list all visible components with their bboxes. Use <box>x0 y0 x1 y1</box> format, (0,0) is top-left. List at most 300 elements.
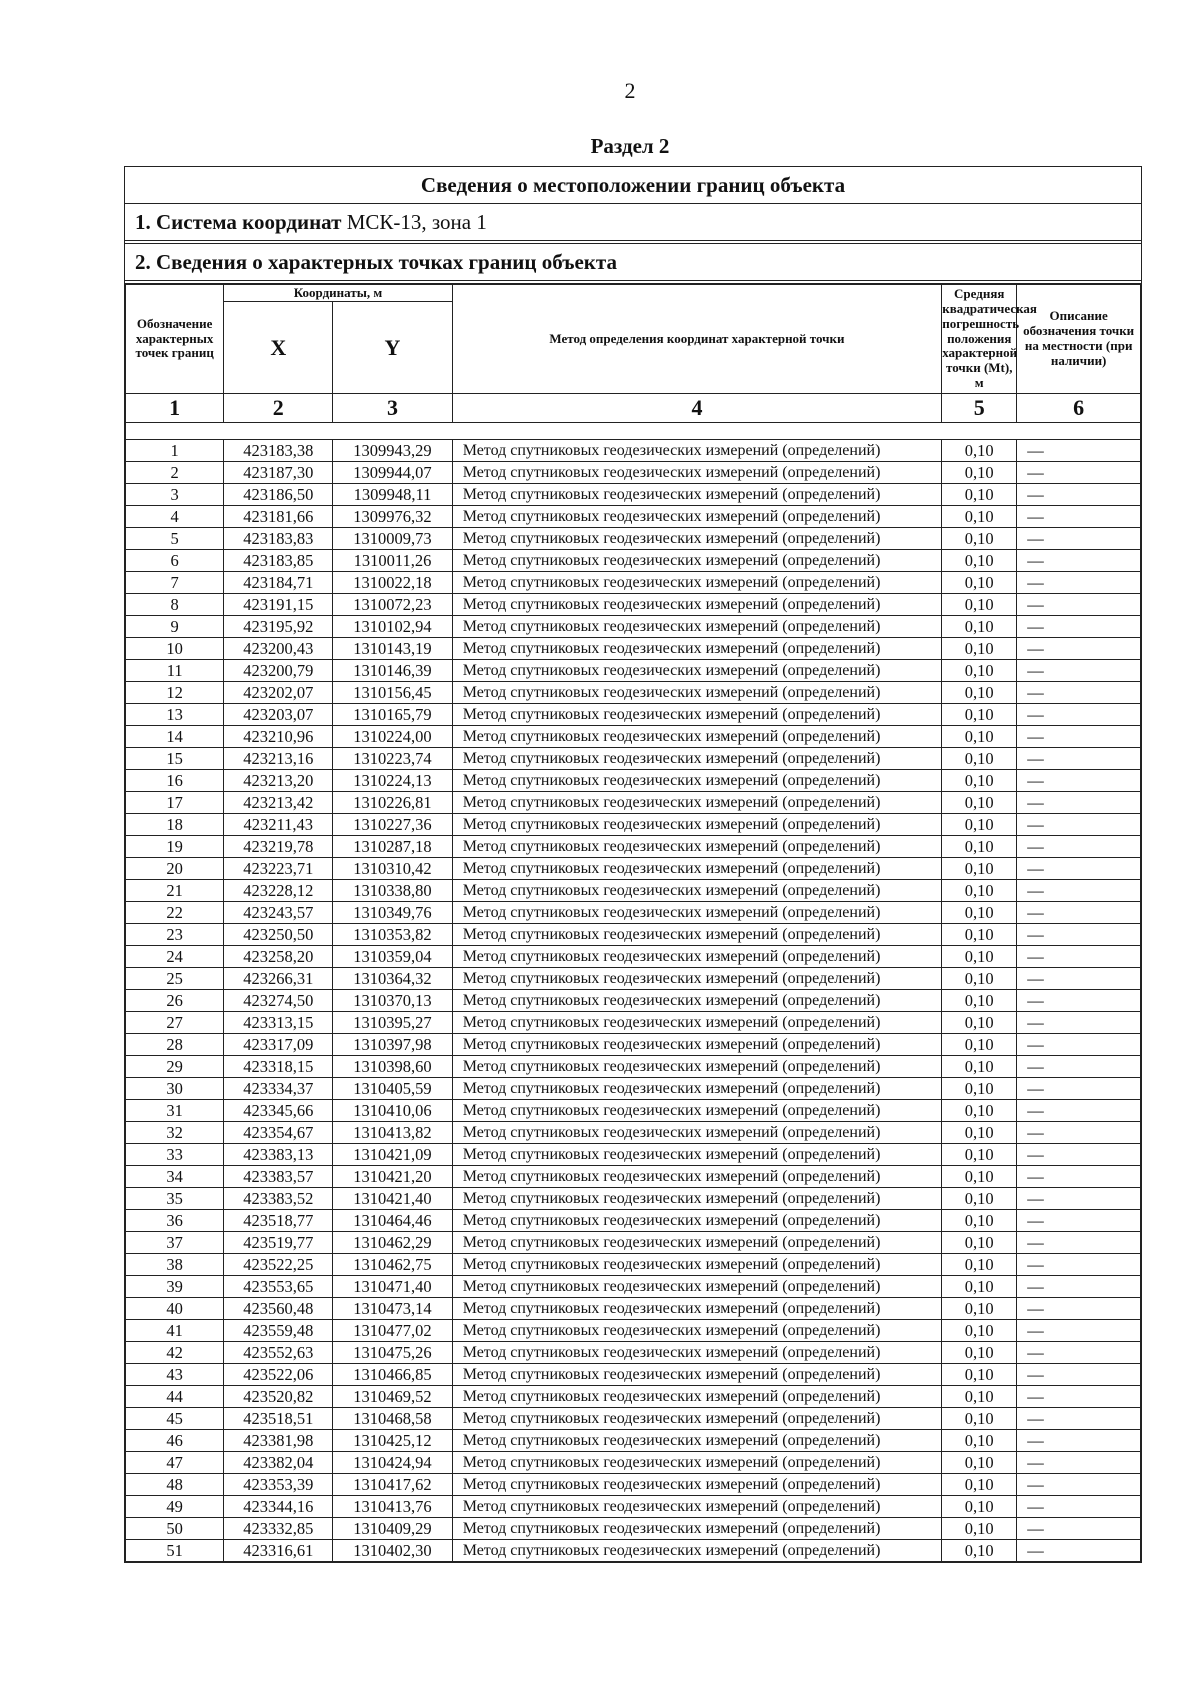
accuracy-cell: 0,10 <box>942 1452 1017 1474</box>
point-number-cell: 6 <box>126 550 224 572</box>
description-cell: — <box>1017 1408 1141 1430</box>
accuracy-cell: 0,10 <box>942 1122 1017 1144</box>
y-coordinate-cell: 1310466,85 <box>333 1364 452 1386</box>
method-cell: Метод спутниковых геодезических измерений (определений) <box>452 1254 942 1276</box>
table-row <box>126 1166 1141 1188</box>
description-cell: — <box>1017 616 1141 638</box>
description-cell: — <box>1017 858 1141 880</box>
point-number-cell: 1 <box>126 440 224 462</box>
point-number-cell: 18 <box>126 814 224 836</box>
description-cell: — <box>1017 1144 1141 1166</box>
y-coordinate-cell: 1309976,32 <box>333 506 452 528</box>
x-coordinate-cell: 423186,50 <box>224 484 333 506</box>
method-cell: Метод спутниковых геодезических измерений (определений) <box>452 616 942 638</box>
table-row <box>126 1056 1141 1078</box>
table-row <box>126 1188 1141 1210</box>
table-row <box>126 572 1141 594</box>
x-coordinate-cell: 423332,85 <box>224 1518 333 1540</box>
point-number-cell: 28 <box>126 1034 224 1056</box>
y-coordinate-cell: 1310397,98 <box>333 1034 452 1056</box>
method-cell: Метод спутниковых геодезических измерений (определений) <box>452 1166 942 1188</box>
method-cell: Метод спутниковых геодезических измерений (определений) <box>452 1012 942 1034</box>
y-coordinate-cell: 1310226,81 <box>333 792 452 814</box>
point-number-cell: 12 <box>126 682 224 704</box>
accuracy-cell: 0,10 <box>942 1364 1017 1386</box>
table-row <box>126 484 1141 506</box>
x-coordinate-cell: 423383,13 <box>224 1144 333 1166</box>
main-title: Сведения о местоположении границ объекта <box>125 167 1141 204</box>
y-coordinate-cell: 1310424,94 <box>333 1452 452 1474</box>
method-cell: Метод спутниковых геодезических измерений (определений) <box>452 1210 942 1232</box>
y-coordinate-cell: 1310165,79 <box>333 704 452 726</box>
table-row <box>126 550 1141 572</box>
description-cell: — <box>1017 1430 1141 1452</box>
method-cell: Метод спутниковых геодезических измерений (определений) <box>452 792 942 814</box>
method-cell: Метод спутниковых геодезических измерений (определений) <box>452 1408 942 1430</box>
x-coordinate-cell: 423560,48 <box>224 1298 333 1320</box>
page-number: 2 <box>624 78 636 103</box>
point-number-cell: 22 <box>126 902 224 924</box>
table-row <box>126 1232 1141 1254</box>
y-coordinate-cell: 1310421,20 <box>333 1166 452 1188</box>
point-number-cell: 7 <box>126 572 224 594</box>
point-number-cell: 50 <box>126 1518 224 1540</box>
accuracy-cell: 0,10 <box>942 704 1017 726</box>
x-coordinate-cell: 423518,51 <box>224 1408 333 1430</box>
method-cell: Метод спутниковых геодезических измерений (определений) <box>452 1100 942 1122</box>
coord-system-value: МСК-13, зона 1 <box>346 210 487 234</box>
x-coordinate-cell: 423219,78 <box>224 836 333 858</box>
method-cell: Метод спутниковых геодезических измерений (определений) <box>452 858 942 880</box>
description-cell: — <box>1017 748 1141 770</box>
description-cell: — <box>1017 1496 1141 1518</box>
point-number-cell: 25 <box>126 968 224 990</box>
description-cell: — <box>1017 550 1141 572</box>
method-cell: Метод спутниковых геодезических измерений (определений) <box>452 572 942 594</box>
method-cell: Метод спутниковых геодезических измерений (определений) <box>452 836 942 858</box>
accuracy-cell: 0,10 <box>942 792 1017 814</box>
point-number-cell: 5 <box>126 528 224 550</box>
accuracy-cell: 0,10 <box>942 1188 1017 1210</box>
x-coordinate-cell: 423228,12 <box>224 880 333 902</box>
method-cell: Метод спутниковых геодезических измерений (определений) <box>452 638 942 660</box>
table-row <box>126 1452 1141 1474</box>
y-coordinate-cell: 1310287,18 <box>333 836 452 858</box>
y-coordinate-cell: 1310156,45 <box>333 682 452 704</box>
accuracy-cell: 0,10 <box>942 1408 1017 1430</box>
description-cell: — <box>1017 836 1141 858</box>
y-coordinate-cell: 1310143,19 <box>333 638 452 660</box>
table-row <box>126 1364 1141 1386</box>
x-coordinate-cell: 423243,57 <box>224 902 333 924</box>
accuracy-cell: 0,10 <box>942 1166 1017 1188</box>
x-coordinate-cell: 423274,50 <box>224 990 333 1012</box>
y-coordinate-cell: 1310421,40 <box>333 1188 452 1210</box>
accuracy-cell: 0,10 <box>942 1078 1017 1100</box>
x-coordinate-cell: 423382,04 <box>224 1452 333 1474</box>
y-coordinate-cell: 1310395,27 <box>333 1012 452 1034</box>
method-cell: Метод спутниковых геодезических измерений (определений) <box>452 528 942 550</box>
point-number-cell: 19 <box>126 836 224 858</box>
table-row <box>126 858 1141 880</box>
point-number-cell: 51 <box>126 1540 224 1562</box>
description-cell: — <box>1017 792 1141 814</box>
point-number-cell: 43 <box>126 1364 224 1386</box>
description-cell: — <box>1017 1474 1141 1496</box>
accuracy-cell: 0,10 <box>942 616 1017 638</box>
table-row <box>126 968 1141 990</box>
description-cell: — <box>1017 1298 1141 1320</box>
col-accuracy-header: Средняя квадратическая погрешность положения характерной точки (Mt), м <box>942 285 1017 394</box>
accuracy-cell: 0,10 <box>942 946 1017 968</box>
description-cell: — <box>1017 1056 1141 1078</box>
point-number-cell: 44 <box>126 1386 224 1408</box>
y-coordinate-cell: 1310022,18 <box>333 572 452 594</box>
y-coordinate-cell: 1310468,58 <box>333 1408 452 1430</box>
x-coordinate-cell: 423213,20 <box>224 770 333 792</box>
y-coordinate-cell: 1310421,09 <box>333 1144 452 1166</box>
table-row <box>126 946 1141 968</box>
y-coordinate-cell: 1310224,00 <box>333 726 452 748</box>
table-row <box>126 1276 1141 1298</box>
description-cell: — <box>1017 682 1141 704</box>
x-coordinate-cell: 423345,66 <box>224 1100 333 1122</box>
x-coordinate-cell: 423559,48 <box>224 1320 333 1342</box>
method-cell: Метод спутниковых геодезических измерений (определений) <box>452 1364 942 1386</box>
column-number-row <box>126 394 1141 423</box>
table-row <box>126 1518 1141 1540</box>
points-title: 2. Сведения о характерных точках границ объекта <box>125 244 1141 284</box>
accuracy-cell: 0,10 <box>942 1496 1017 1518</box>
y-coordinate-cell: 1310364,32 <box>333 968 452 990</box>
description-cell: — <box>1017 880 1141 902</box>
y-coordinate-cell: 1310413,82 <box>333 1122 452 1144</box>
x-coordinate-cell: 423183,85 <box>224 550 333 572</box>
table-row <box>126 880 1141 902</box>
y-coordinate-cell: 1309944,07 <box>333 462 452 484</box>
accuracy-cell: 0,10 <box>942 1518 1017 1540</box>
table-row <box>126 990 1141 1012</box>
method-cell: Метод спутниковых геодезических измерений (определений) <box>452 1518 942 1540</box>
point-number-cell: 33 <box>126 1144 224 1166</box>
point-number-cell: 9 <box>126 616 224 638</box>
y-coordinate-cell: 1310462,29 <box>333 1232 452 1254</box>
method-cell: Метод спутниковых геодезических измерений (определений) <box>452 1386 942 1408</box>
x-coordinate-cell: 423381,98 <box>224 1430 333 1452</box>
description-cell: — <box>1017 770 1141 792</box>
section-title: Раздел 2 <box>590 134 670 158</box>
table-row <box>126 440 1141 462</box>
accuracy-cell: 0,10 <box>942 1012 1017 1034</box>
point-number-cell: 42 <box>126 1342 224 1364</box>
x-coordinate-cell: 423316,61 <box>224 1540 333 1562</box>
point-number-cell: 46 <box>126 1430 224 1452</box>
col-coordinates-header: Координаты, м <box>224 285 452 302</box>
method-cell: Метод спутниковых геодезических измерений (определений) <box>452 814 942 836</box>
y-coordinate-cell: 1310102,94 <box>333 616 452 638</box>
accuracy-cell: 0,10 <box>942 484 1017 506</box>
table-row <box>126 528 1141 550</box>
description-cell: — <box>1017 506 1141 528</box>
accuracy-cell: 0,10 <box>942 1386 1017 1408</box>
y-coordinate-cell: 1309948,11 <box>333 484 452 506</box>
col-description-header: Описание обозначения точки на местности (при наличии) <box>1017 285 1141 394</box>
x-coordinate-cell: 423313,15 <box>224 1012 333 1034</box>
method-cell: Метод спутниковых геодезических измерений (определений) <box>452 1540 942 1562</box>
x-coordinate-cell: 423266,31 <box>224 968 333 990</box>
method-cell: Метод спутниковых геодезических измерений (определений) <box>452 968 942 990</box>
method-cell: Метод спутниковых геодезических измерений (определений) <box>452 1232 942 1254</box>
x-coordinate-cell: 423553,65 <box>224 1276 333 1298</box>
y-coordinate-cell: 1310413,76 <box>333 1496 452 1518</box>
method-cell: Метод спутниковых геодезических измерений (определений) <box>452 990 942 1012</box>
description-cell: — <box>1017 1386 1141 1408</box>
col-y-header: Y <box>333 302 452 394</box>
accuracy-cell: 0,10 <box>942 902 1017 924</box>
description-cell: — <box>1017 1452 1141 1474</box>
accuracy-cell: 0,10 <box>942 770 1017 792</box>
accuracy-cell: 0,10 <box>942 1430 1017 1452</box>
method-cell: Метод спутниковых геодезических измерений (определений) <box>452 1342 942 1364</box>
x-coordinate-cell: 423195,92 <box>224 616 333 638</box>
point-number-cell: 38 <box>126 1254 224 1276</box>
table-row <box>126 660 1141 682</box>
table-row <box>126 594 1141 616</box>
accuracy-cell: 0,10 <box>942 660 1017 682</box>
accuracy-cell: 0,10 <box>942 594 1017 616</box>
description-cell: — <box>1017 1188 1141 1210</box>
accuracy-cell: 0,10 <box>942 462 1017 484</box>
description-cell: — <box>1017 1034 1141 1056</box>
x-coordinate-cell: 423258,20 <box>224 946 333 968</box>
y-coordinate-cell: 1310224,13 <box>333 770 452 792</box>
table-row <box>126 1474 1141 1496</box>
method-cell: Метод спутниковых геодезических измерений (определений) <box>452 1496 942 1518</box>
point-number-cell: 48 <box>126 1474 224 1496</box>
points-table-body <box>126 440 1141 1562</box>
accuracy-cell: 0,10 <box>942 1232 1017 1254</box>
method-cell: Метод спутниковых геодезических измерений (определений) <box>452 1122 942 1144</box>
description-cell: — <box>1017 1320 1141 1342</box>
x-coordinate-cell: 423202,07 <box>224 682 333 704</box>
method-cell: Метод спутниковых геодезических измерений (определений) <box>452 880 942 902</box>
point-number-cell: 14 <box>126 726 224 748</box>
accuracy-cell: 0,10 <box>942 1540 1017 1562</box>
accuracy-cell: 0,10 <box>942 814 1017 836</box>
accuracy-cell: 0,10 <box>942 1320 1017 1342</box>
table-row <box>126 1078 1141 1100</box>
method-cell: Метод спутниковых геодезических измерений (определений) <box>452 726 942 748</box>
description-cell: — <box>1017 572 1141 594</box>
table-row <box>126 1540 1141 1562</box>
y-coordinate-cell: 1310370,13 <box>333 990 452 1012</box>
method-cell: Метод спутниковых геодезических измерений (определений) <box>452 594 942 616</box>
accuracy-cell: 0,10 <box>942 572 1017 594</box>
x-coordinate-cell: 423318,15 <box>224 1056 333 1078</box>
col-designation-header: Обозначение характерных точек границ <box>126 285 224 394</box>
col-x-header: X <box>224 302 333 394</box>
x-coordinate-cell: 423522,06 <box>224 1364 333 1386</box>
point-number-cell: 32 <box>126 1122 224 1144</box>
x-coordinate-cell: 423213,42 <box>224 792 333 814</box>
accuracy-cell: 0,10 <box>942 550 1017 572</box>
table-row <box>126 1210 1141 1232</box>
spacer-row <box>126 423 1141 440</box>
table-row <box>126 1496 1141 1518</box>
x-coordinate-cell: 423353,39 <box>224 1474 333 1496</box>
description-cell: — <box>1017 1166 1141 1188</box>
x-coordinate-cell: 423317,09 <box>224 1034 333 1056</box>
table-row <box>126 1298 1141 1320</box>
table-row <box>126 616 1141 638</box>
point-number-cell: 36 <box>126 1210 224 1232</box>
description-cell: — <box>1017 1540 1141 1562</box>
table-row <box>126 726 1141 748</box>
method-cell: Метод спутниковых геодезических измерений (определений) <box>452 1452 942 1474</box>
accuracy-cell: 0,10 <box>942 1034 1017 1056</box>
method-cell: Метод спутниковых геодезических измерений (определений) <box>452 1144 942 1166</box>
y-coordinate-cell: 1310409,29 <box>333 1518 452 1540</box>
table-row <box>126 1408 1141 1430</box>
y-coordinate-cell: 1310471,40 <box>333 1276 452 1298</box>
accuracy-cell: 0,10 <box>942 528 1017 550</box>
x-coordinate-cell: 423354,67 <box>224 1122 333 1144</box>
description-cell: — <box>1017 1012 1141 1034</box>
table-row <box>126 1034 1141 1056</box>
x-coordinate-cell: 423383,57 <box>224 1166 333 1188</box>
accuracy-cell: 0,10 <box>942 1056 1017 1078</box>
method-cell: Метод спутниковых геодезических измерений (определений) <box>452 550 942 572</box>
accuracy-cell: 0,10 <box>942 506 1017 528</box>
description-cell: — <box>1017 484 1141 506</box>
y-coordinate-cell: 1310011,26 <box>333 550 452 572</box>
point-number-cell: 23 <box>126 924 224 946</box>
method-cell: Метод спутниковых геодезических измерений (определений) <box>452 946 942 968</box>
point-number-cell: 11 <box>126 660 224 682</box>
method-cell: Метод спутниковых геодезических измерений (определений) <box>452 484 942 506</box>
x-coordinate-cell: 423522,25 <box>224 1254 333 1276</box>
table-row <box>126 1122 1141 1144</box>
accuracy-cell: 0,10 <box>942 858 1017 880</box>
method-cell: Метод спутниковых геодезических измерений (определений) <box>452 1056 942 1078</box>
col-number: 1 <box>126 394 224 423</box>
point-number-cell: 49 <box>126 1496 224 1518</box>
method-cell: Метод спутниковых геодезических измерений (определений) <box>452 660 942 682</box>
x-coordinate-cell: 423344,16 <box>224 1496 333 1518</box>
description-cell: — <box>1017 946 1141 968</box>
description-cell: — <box>1017 1276 1141 1298</box>
method-cell: Метод спутниковых геодезических измерений (определений) <box>452 1320 942 1342</box>
accuracy-cell: 0,10 <box>942 682 1017 704</box>
point-number-cell: 47 <box>126 1452 224 1474</box>
col-number: 3 <box>333 394 452 423</box>
method-cell: Метод спутниковых геодезических измерений (определений) <box>452 748 942 770</box>
method-cell: Метод спутниковых геодезических измерений (определений) <box>452 1474 942 1496</box>
x-coordinate-cell: 423552,63 <box>224 1342 333 1364</box>
table-row <box>126 792 1141 814</box>
y-coordinate-cell: 1310417,62 <box>333 1474 452 1496</box>
y-coordinate-cell: 1310475,26 <box>333 1342 452 1364</box>
description-cell: — <box>1017 440 1141 462</box>
accuracy-cell: 0,10 <box>942 1474 1017 1496</box>
table-row <box>126 748 1141 770</box>
point-number-cell: 40 <box>126 1298 224 1320</box>
point-number-cell: 10 <box>126 638 224 660</box>
x-coordinate-cell: 423250,50 <box>224 924 333 946</box>
y-coordinate-cell: 1310402,30 <box>333 1540 452 1562</box>
description-cell: — <box>1017 1100 1141 1122</box>
col-number: 5 <box>942 394 1017 423</box>
point-number-cell: 45 <box>126 1408 224 1430</box>
x-coordinate-cell: 423191,15 <box>224 594 333 616</box>
y-coordinate-cell: 1309943,29 <box>333 440 452 462</box>
description-cell: — <box>1017 968 1141 990</box>
col-method-header: Метод определения координат характерной точки <box>452 285 942 394</box>
description-cell: — <box>1017 704 1141 726</box>
x-coordinate-cell: 423223,71 <box>224 858 333 880</box>
method-cell: Метод спутниковых геодезических измерений (определений) <box>452 1430 942 1452</box>
point-number-cell: 4 <box>126 506 224 528</box>
x-coordinate-cell: 423519,77 <box>224 1232 333 1254</box>
method-cell: Метод спутниковых геодезических измерений (определений) <box>452 704 942 726</box>
description-cell: — <box>1017 902 1141 924</box>
y-coordinate-cell: 1310462,75 <box>333 1254 452 1276</box>
y-coordinate-cell: 1310405,59 <box>333 1078 452 1100</box>
point-number-cell: 31 <box>126 1100 224 1122</box>
table-row <box>126 924 1141 946</box>
y-coordinate-cell: 1310349,76 <box>333 902 452 924</box>
table-row <box>126 1100 1141 1122</box>
description-cell: — <box>1017 726 1141 748</box>
y-coordinate-cell: 1310469,52 <box>333 1386 452 1408</box>
point-number-cell: 2 <box>126 462 224 484</box>
description-cell: — <box>1017 1254 1141 1276</box>
table-row <box>126 836 1141 858</box>
point-number-cell: 20 <box>126 858 224 880</box>
y-coordinate-cell: 1310009,73 <box>333 528 452 550</box>
x-coordinate-cell: 423181,66 <box>224 506 333 528</box>
point-number-cell: 15 <box>126 748 224 770</box>
table-row <box>126 1342 1141 1364</box>
y-coordinate-cell: 1310359,04 <box>333 946 452 968</box>
accuracy-cell: 0,10 <box>942 1210 1017 1232</box>
x-coordinate-cell: 423518,77 <box>224 1210 333 1232</box>
x-coordinate-cell: 423184,71 <box>224 572 333 594</box>
accuracy-cell: 0,10 <box>942 1254 1017 1276</box>
x-coordinate-cell: 423200,79 <box>224 660 333 682</box>
accuracy-cell: 0,10 <box>942 1342 1017 1364</box>
table-row <box>126 902 1141 924</box>
point-number-cell: 27 <box>126 1012 224 1034</box>
description-cell: — <box>1017 594 1141 616</box>
description-cell: — <box>1017 1518 1141 1540</box>
description-cell: — <box>1017 638 1141 660</box>
method-cell: Метод спутниковых геодезических измерений (определений) <box>452 902 942 924</box>
point-number-cell: 21 <box>126 880 224 902</box>
method-cell: Метод спутниковых геодезических измерений (определений) <box>452 506 942 528</box>
point-number-cell: 24 <box>126 946 224 968</box>
accuracy-cell: 0,10 <box>942 880 1017 902</box>
description-cell: — <box>1017 528 1141 550</box>
accuracy-cell: 0,10 <box>942 638 1017 660</box>
table-row <box>126 638 1141 660</box>
accuracy-cell: 0,10 <box>942 990 1017 1012</box>
point-number-cell: 39 <box>126 1276 224 1298</box>
description-cell: — <box>1017 990 1141 1012</box>
y-coordinate-cell: 1310410,06 <box>333 1100 452 1122</box>
method-cell: Метод спутниковых геодезических измерений (определений) <box>452 682 942 704</box>
table-row <box>126 1012 1141 1034</box>
